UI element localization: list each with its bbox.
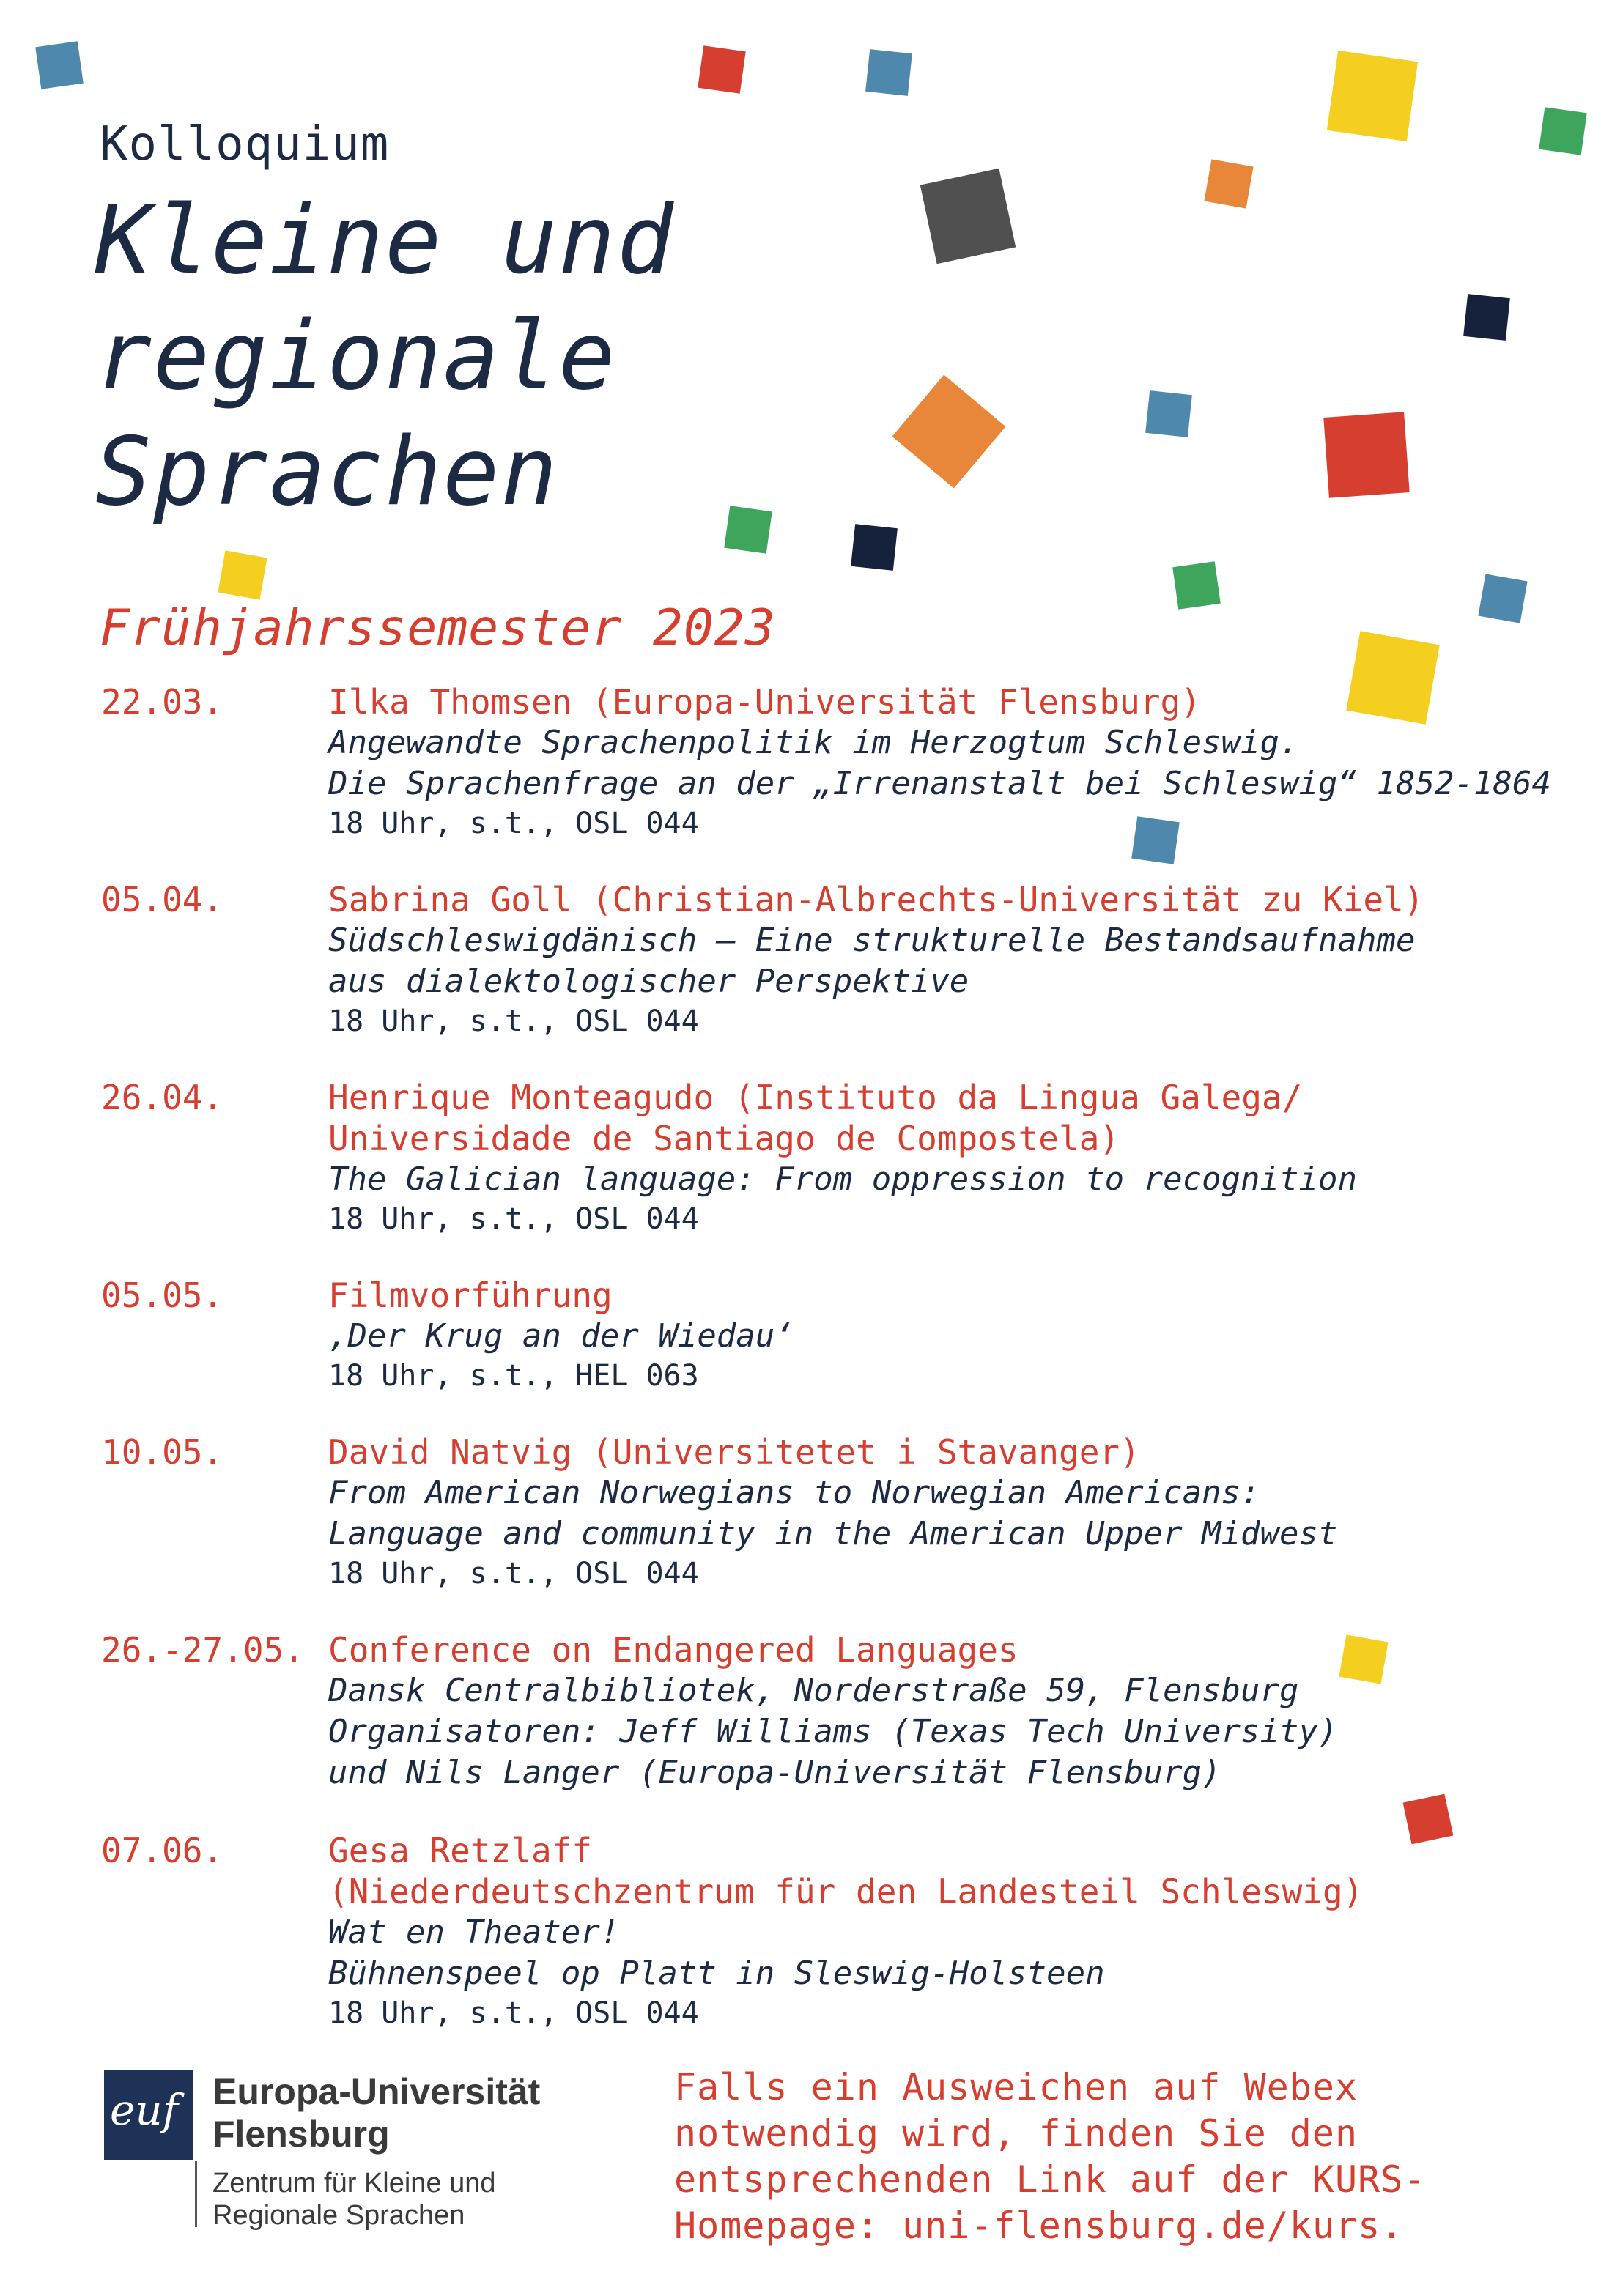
logo-subtitle-line: Zentrum für Kleine und	[212, 2168, 496, 2199]
event-item	[101, 1077, 1567, 1238]
event-date: 05.04.	[101, 880, 223, 919]
event-body	[328, 1629, 1567, 1793]
pretitle: Kolloquium	[100, 117, 390, 171]
event-speaker-line: Conference on Endangered Languages	[328, 1630, 1018, 1670]
event-date: 07.06.	[101, 1831, 223, 1870]
webex-note: Falls ein Ausweichen auf Webex notwendig wird, finden Sie den entsprechenden Link auf der KURS- Homepage: uni-flensburg.de/kurs.	[674, 2066, 1427, 2247]
event-title-line: aus dialektologischer Perspektive	[328, 963, 969, 1000]
square-green	[1172, 561, 1221, 610]
event-time-room: 18 Uhr, s.t., OSL 044	[328, 1202, 699, 1236]
event-date: 10.05.	[101, 1432, 223, 1472]
square-orange	[1204, 159, 1253, 208]
logo-mark-text: euf	[110, 2085, 179, 2135]
logo-name	[212, 2070, 540, 2155]
event-speaker-line: Filmvorführung	[328, 1275, 613, 1315]
event-body	[328, 1830, 1567, 2032]
logo-divider	[195, 2161, 197, 2227]
square-red	[1323, 412, 1409, 497]
logo-name-line: Europa-Universität	[212, 2071, 541, 2112]
event-title-line: ‚Der Krug an der Wiedau‘	[328, 1317, 794, 1355]
title-line: Sprachen	[95, 418, 559, 527]
event-body	[328, 1275, 1567, 1395]
event-speaker-line: Universidade de Santiago de Compostela)	[328, 1119, 1120, 1158]
logo-name-line: Flensburg	[212, 2114, 390, 2155]
square-blue	[865, 49, 912, 96]
event-speaker-line: Henrique Monteagudo (Instituto da Lingua Galega/	[328, 1078, 1303, 1117]
event-title-line: Dansk Centralbibliotek, Norderstraße 59, Flensburg	[328, 1672, 1299, 1709]
square-dark	[851, 524, 898, 571]
event-speaker-line: Ilka Thomsen (Europa-Universität Flensburg)	[328, 682, 1201, 722]
square-dark	[1463, 294, 1510, 341]
event-body	[328, 879, 1567, 1040]
title-line: Kleine und	[95, 186, 675, 295]
square-yellow	[1327, 51, 1418, 141]
event-speaker-line: Sabrina Goll (Christian-Albrechts-Universität zu Kiel)	[328, 880, 1424, 919]
event-title-line: From American Norwegians to Norwegian Americans:	[328, 1474, 1260, 1511]
event-title-line: Angewandte Sprachenpolitik im Herzogtum Schleswig.	[328, 724, 1299, 761]
event-body	[328, 1432, 1567, 1593]
event-date: 26.04.	[101, 1078, 223, 1117]
event-item	[101, 1432, 1567, 1593]
event-item	[101, 1830, 1567, 2032]
event-date: 22.03.	[101, 682, 223, 722]
event-time-room: 18 Uhr, s.t., OSL 044	[328, 1996, 699, 2030]
square-orange	[892, 375, 1006, 489]
square-red	[698, 45, 746, 94]
event-title-line: Organisatoren: Jeff Williams (Texas Tech University)	[328, 1713, 1338, 1750]
event-title-line: und Nils Langer (Europa-Universität Flensburg)	[328, 1754, 1221, 1791]
event-time-room: 18 Uhr, s.t., OSL 044	[328, 1004, 699, 1038]
event-title-line: Language and community in the American Upper Midwest	[328, 1515, 1338, 1552]
event-title-line: The Galician language: From oppression to recognition	[328, 1160, 1357, 1198]
square-yellow	[218, 550, 267, 599]
event-title-line: Die Sprachenfrage an der „Irrenanstalt bei Schleswig“ 1852-1864	[328, 765, 1551, 802]
event-item	[101, 1275, 1567, 1395]
square-green	[1539, 107, 1587, 155]
event-item	[101, 681, 1567, 843]
event-date: 05.05.	[101, 1275, 223, 1315]
event-speaker-line: David Natvig (Universitetet i Stavanger)	[328, 1432, 1140, 1472]
university-logo	[104, 2070, 646, 2232]
square-blue	[1478, 574, 1527, 623]
event-item	[101, 879, 1567, 1040]
event-title-line: Bühnenspeel op Platt in Sleswig-Holsteen	[328, 1955, 1105, 1992]
event-speaker-line: Gesa Retzlaff	[328, 1831, 593, 1870]
title-line: regionale	[95, 302, 617, 411]
logo-mark	[104, 2070, 193, 2160]
event-body	[328, 681, 1567, 843]
square-green	[724, 506, 772, 554]
event-title-line: Wat en Theater!	[328, 1914, 620, 1951]
logo-subtitle-line: Regionale Sprachen	[212, 2200, 465, 2231]
event-time-room: 18 Uhr, s.t., OSL 044	[328, 807, 699, 840]
square-blue	[1145, 390, 1192, 437]
event-date: 26.-27.05.	[101, 1630, 304, 1670]
logo-subtitle	[212, 2167, 496, 2232]
event-speaker-line: (Niederdeutschzentrum für den Landesteil Schleswig)	[328, 1872, 1364, 1911]
event-time-room: 18 Uhr, s.t., HEL 063	[328, 1359, 699, 1393]
event-list	[101, 681, 1567, 2069]
page-title	[95, 183, 675, 530]
square-blue	[35, 41, 84, 89]
event-title-line: Südschleswigdänisch – Eine strukturelle Bestandsaufnahme	[328, 922, 1416, 959]
event-body	[328, 1077, 1567, 1238]
event-time-room: 18 Uhr, s.t., OSL 044	[328, 1557, 699, 1590]
square-gray	[920, 169, 1016, 264]
event-item	[101, 1629, 1567, 1793]
semester-heading: Frühjahrssemester 2023	[100, 599, 776, 657]
